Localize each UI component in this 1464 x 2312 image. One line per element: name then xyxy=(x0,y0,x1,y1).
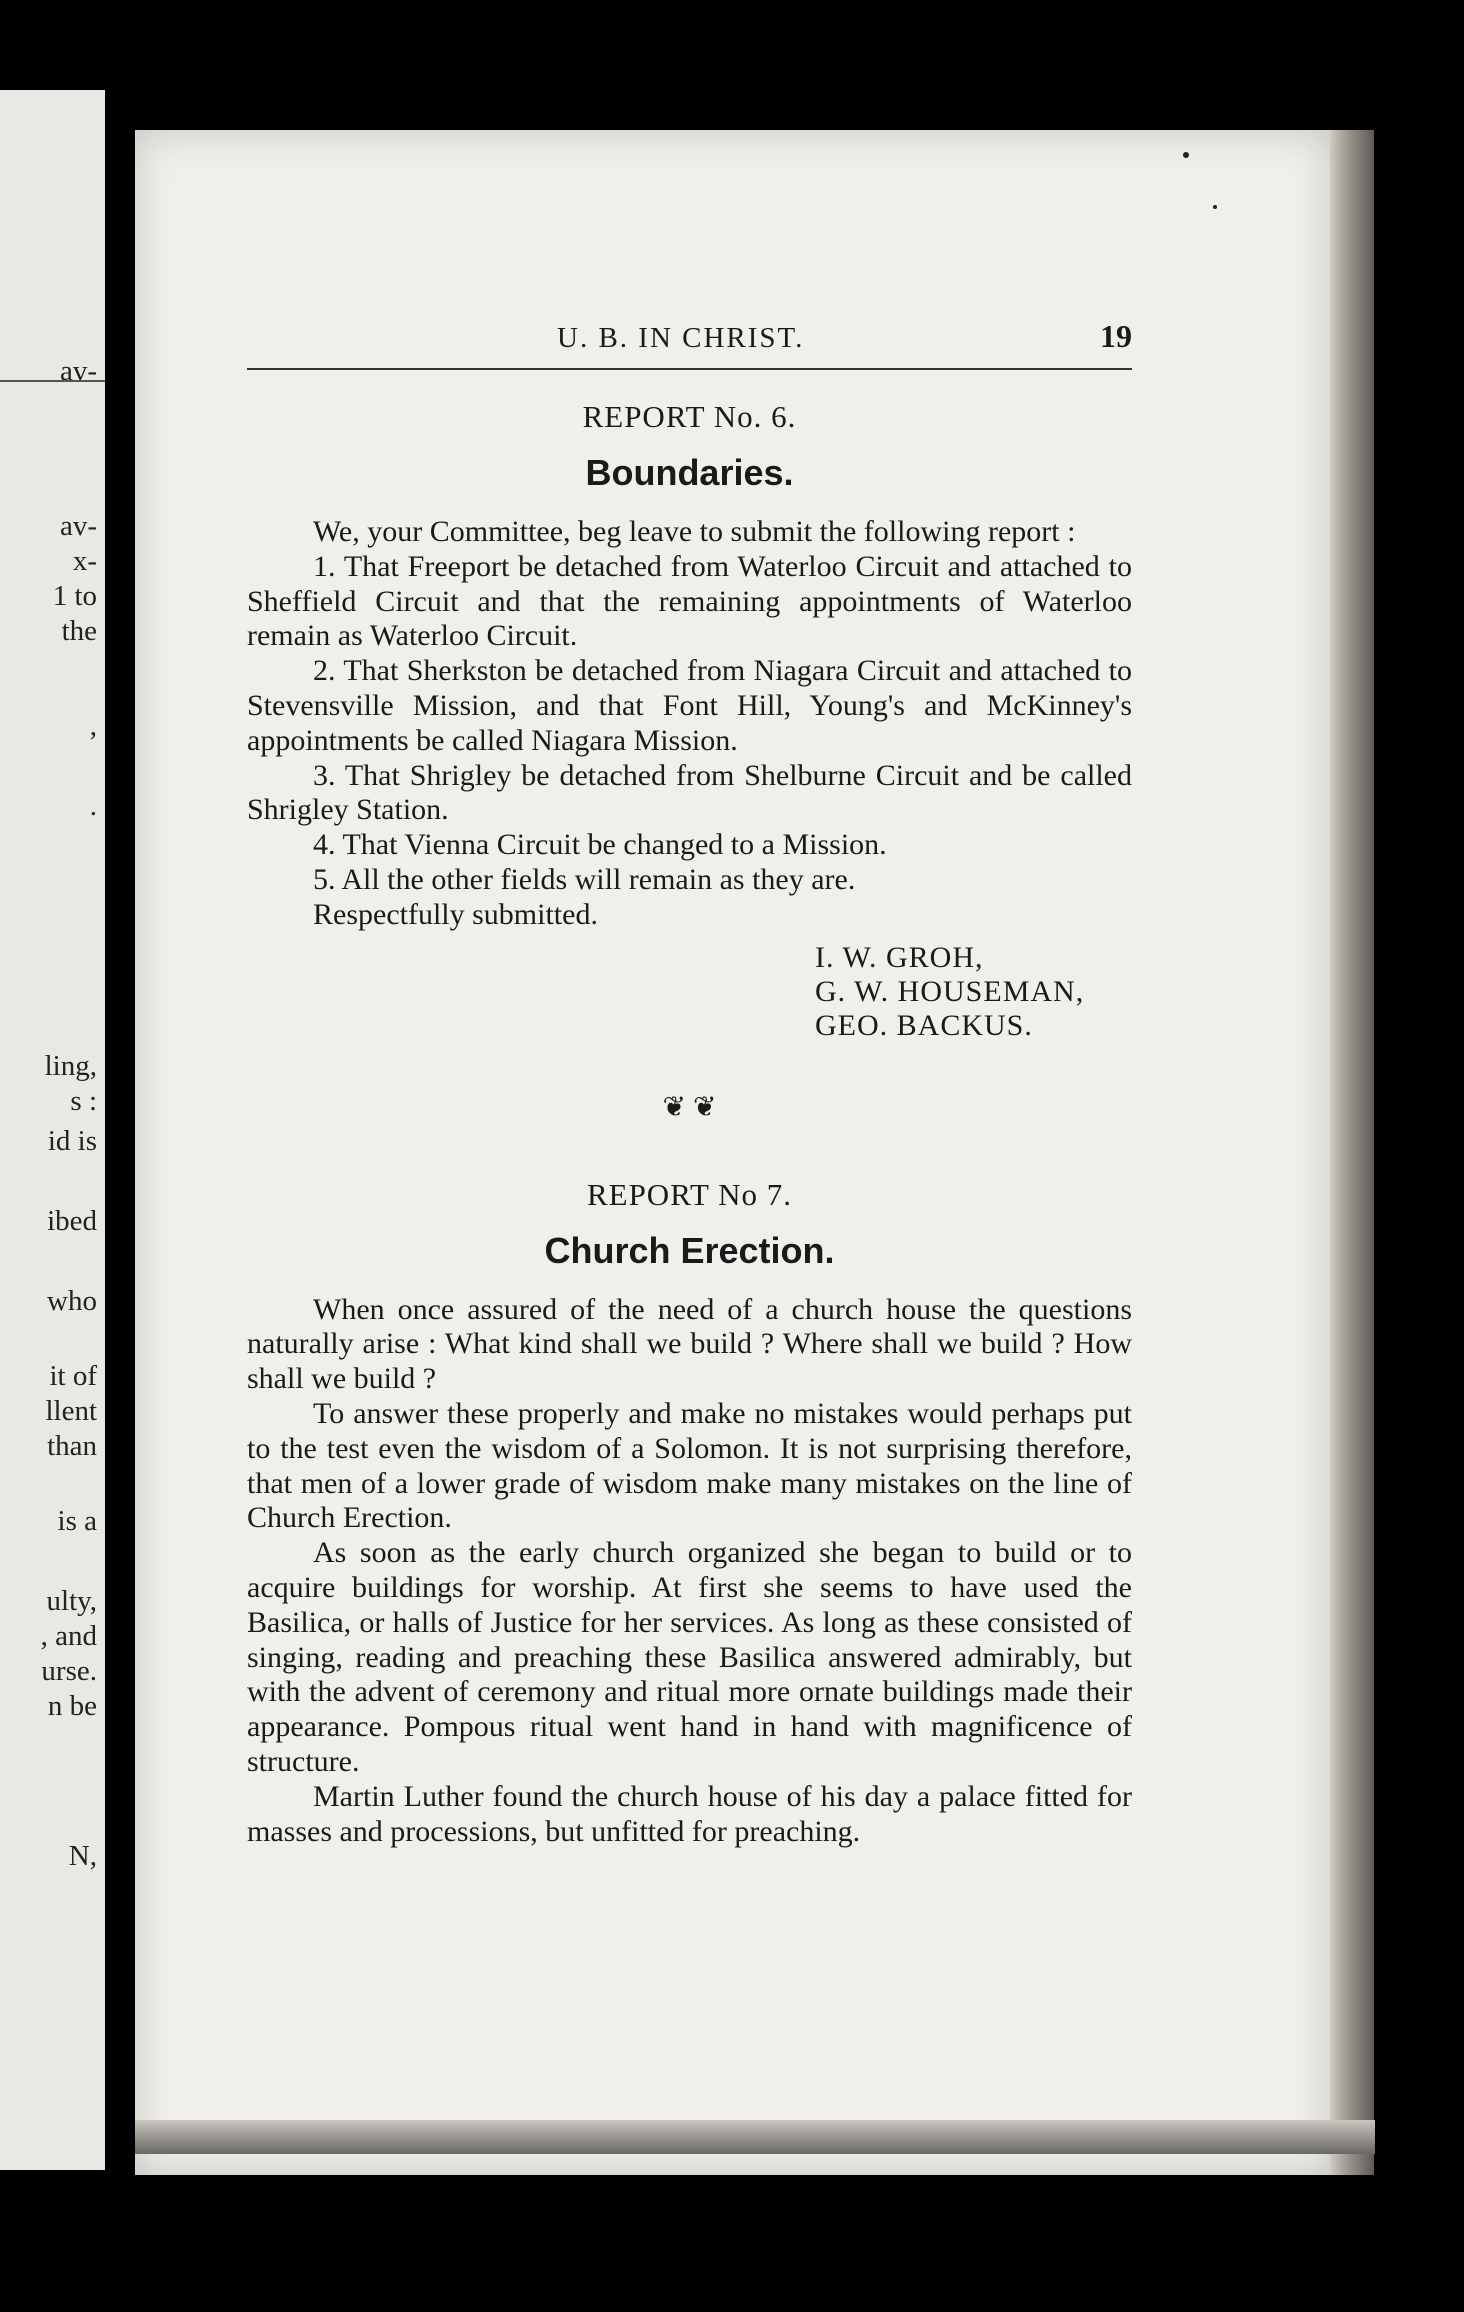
section-ornament: ❦ ❦ xyxy=(662,1091,717,1123)
report-label: REPORT No 7. xyxy=(586,1176,793,1212)
signature-name: GEO. BACKUS. xyxy=(815,1008,1033,1042)
facing-page-fragment: urse. xyxy=(41,1655,97,1687)
report-6 xyxy=(247,395,1132,1043)
running-header xyxy=(247,310,1132,370)
signature-name: G. W. HOUSEMAN, xyxy=(815,974,1085,1008)
facing-page-fragment: than xyxy=(47,1430,97,1462)
facing-page-fragment: the xyxy=(61,615,97,647)
page-number: 19 xyxy=(1100,318,1132,354)
facing-page-fragment: ulty, xyxy=(46,1585,97,1617)
paragraph: We, your Committee, beg leave to submit the following report : xyxy=(313,515,1076,548)
facing-page-fragment: id is xyxy=(47,1125,97,1157)
book-spine-edge xyxy=(1330,130,1374,2175)
facing-page-fragment: 1 to xyxy=(52,580,97,612)
signature-block xyxy=(815,941,1132,1043)
header-rule xyxy=(247,368,1132,370)
page-speck xyxy=(1213,205,1217,209)
paragraph: To answer these properly and make no mistakes would perhaps put to the test even the wisdom of a Solomon. It is not surprising therefore, that men of a lower grade of wisdom make many mistakes on the line of Church Erection. xyxy=(247,1396,1132,1535)
list-item: 4. That Vienna Circuit be changed to a Mission. xyxy=(313,828,887,862)
facing-page-fragment: , and xyxy=(40,1620,97,1652)
running-title: U. B. IN CHRIST. xyxy=(557,322,805,354)
facing-page-fragment: x- xyxy=(72,545,97,577)
section-heading: Church Erection. xyxy=(544,1229,835,1271)
facing-page-fragment: , xyxy=(89,710,97,742)
report-label: REPORT No. 6. xyxy=(582,399,797,434)
facing-page-fragment: av- xyxy=(59,355,97,387)
facing-page-fragment: who xyxy=(47,1285,97,1317)
page-speck xyxy=(1183,152,1189,158)
closing-line: Respectfully submitted. xyxy=(313,897,598,931)
facing-page-fragment: it of xyxy=(49,1360,97,1392)
paragraph: As soon as the early church organized she began to build or to acquire buildings for worship. At first she seems to have used the Basilica, or halls of Justice for her services. As long as these consisted of singing, reading and preaching these Basilica answered admirably, but with the advent of ceremony and ritual more ornate buildings made their appearance. Pompous ritual went hand in hand with magnificence of structure. xyxy=(247,1536,1132,1778)
list-item: 5. All the other fields will remain as they are. xyxy=(313,862,856,896)
signature-name: I. W. GROH, xyxy=(815,940,984,974)
facing-page-edge xyxy=(0,90,105,2170)
facing-page-fragment: . xyxy=(89,790,97,822)
facing-page-fragment: ibed xyxy=(47,1205,97,1237)
list-item: 3. That Shrigley be detached from Shelburne Circuit and be called Shrigley Station. xyxy=(247,758,1132,827)
facing-page-fragment: llent xyxy=(45,1395,97,1427)
report-7 xyxy=(247,1173,1132,1850)
facing-page-fragment: av- xyxy=(59,510,97,542)
paragraph: Martin Luther found the church house of his day a palace fitted for masses and processions, but unfitted for preaching. xyxy=(247,1779,1132,1848)
list-item: 2. That Sherkston be detached from Niagara Circuit and attached to Stevensville Mission, and that Font Hill, Young's and McKinney's appointments be called Niagara Mission. xyxy=(247,654,1132,757)
facing-page-fragment: s : xyxy=(70,1085,97,1117)
page-body xyxy=(247,395,1132,1849)
facing-page-fragment: n be xyxy=(47,1690,97,1722)
facing-page-fragment: is a xyxy=(57,1505,97,1537)
section-heading: Boundaries. xyxy=(585,452,794,493)
facing-page-fragment: N, xyxy=(68,1840,97,1872)
list-item: 1. That Freeport be detached from Waterloo Circuit and attached to Sheffield Circuit and that the remaining appointments of Waterloo remain as Waterloo Circuit. xyxy=(247,549,1132,653)
facing-page-rule xyxy=(0,380,105,382)
facing-page-fragment: ling, xyxy=(44,1050,97,1082)
paragraph: When once assured of the need of a church house the questions naturally arise : What kind shall we build ? Where shall we build ? How shall we build ? xyxy=(247,1292,1132,1396)
page-bottom-edge xyxy=(135,2120,1375,2154)
